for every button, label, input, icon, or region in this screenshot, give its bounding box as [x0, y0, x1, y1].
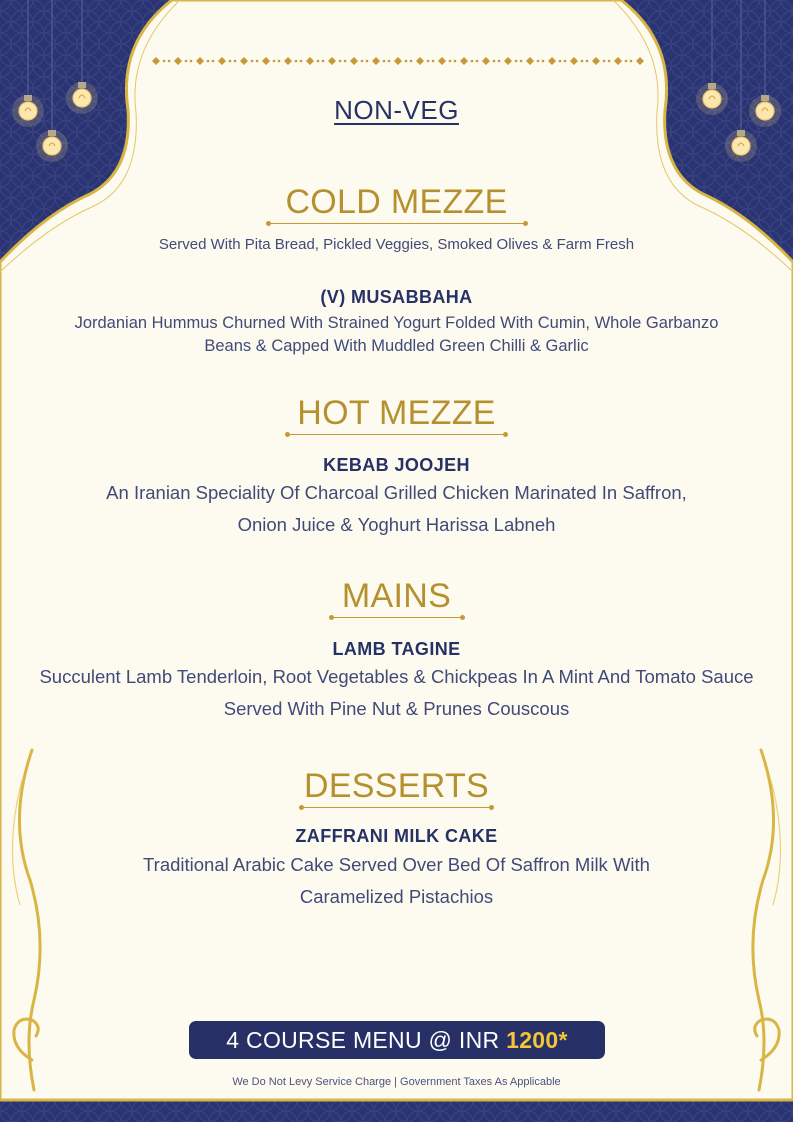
section-divider [329, 613, 465, 623]
hanging-bulb-icon [36, 130, 68, 162]
section-divider [299, 803, 494, 813]
ornament-dot [317, 60, 320, 63]
ornament-dot [405, 60, 408, 63]
dish-description-line: Beans & Capped With Muddled Green Chilli & Garlic [204, 337, 589, 355]
ornament-dot [256, 60, 259, 63]
ornament-dot [295, 60, 298, 63]
ornament-dot [300, 60, 303, 63]
ornament-dot [273, 60, 276, 63]
dish-name: ZAFFRANI MILK CAKE [295, 826, 498, 846]
price-label: 4 COURSE MENU @ INR [226, 1027, 500, 1053]
ornament-dot [581, 60, 584, 63]
section-title-cold-mezze: COLD MEZZE [285, 183, 508, 221]
footer-note: We Do Not Levy Service Charge | Government Taxes As Applicable [232, 1076, 561, 1088]
ornament-dot [163, 60, 166, 63]
ornament-dot [361, 60, 364, 63]
ornament-dot [251, 60, 254, 63]
ornament-dot [278, 60, 281, 63]
dish-description-line: Caramelized Pistachios [299, 886, 494, 907]
ornament-dot [498, 60, 501, 63]
section-divider [266, 219, 528, 229]
menu-category-heading: NON-VEG [334, 95, 459, 125]
ornament-dot [559, 60, 562, 63]
ornament-dot [493, 60, 496, 63]
dish-description-line: An Iranian Speciality Of Charcoal Grilled Chicken Marinated In Saffron, [106, 482, 687, 503]
section-divider [285, 430, 508, 440]
ornament-dot [625, 60, 628, 63]
ornament-dot [185, 60, 188, 63]
price-value: 1200* [506, 1027, 568, 1053]
ornament-dot [207, 60, 210, 63]
section-subtitle: Served With Pita Bread, Pickled Veggies, Smoked Olives & Farm Fresh [158, 236, 635, 253]
ornament-dot [630, 60, 633, 63]
ornament-dot [515, 60, 518, 63]
ornament-dot [388, 60, 391, 63]
ornament-dot [410, 60, 413, 63]
ornament-dot [564, 60, 567, 63]
ornament-dot [234, 60, 237, 63]
dish-name: KEBAB JOOJEH [323, 455, 470, 475]
ornament-dot [212, 60, 215, 63]
dish-description-line: Jordanian Hummus Churned With Strained Yogurt Folded With Cumin, Whole Garbanzo [74, 314, 719, 332]
ornament-dot [383, 60, 386, 63]
ornament-dot [427, 60, 430, 63]
dish-description-line: Traditional Arabic Cake Served Over Bed Of Saffron Milk With [143, 854, 650, 875]
ornament-dot [339, 60, 342, 63]
ornament-dot [586, 60, 589, 63]
ornament-dot [520, 60, 523, 63]
ornament-dot [190, 60, 193, 63]
dish-name: (V) MUSABBAHA [320, 287, 473, 307]
section-title-desserts: DESSERTS [303, 767, 490, 805]
ornament-dot [168, 60, 171, 63]
ornament-dot [471, 60, 474, 63]
ornament-dot [608, 60, 611, 63]
ornament-dot [229, 60, 232, 63]
ornament-dot [476, 60, 479, 63]
dish-name: LAMB TAGINE [332, 639, 461, 659]
dish-description-line: Succulent Lamb Tenderloin, Root Vegetables & Chickpeas In A Mint And Tomato Sauce [39, 666, 754, 687]
ornament-dot [432, 60, 435, 63]
section-title-mains: MAINS [341, 577, 452, 615]
ornament-dot [344, 60, 347, 63]
hanging-bulb-icon [725, 130, 757, 162]
dish-description-line: Served With Pine Nut & Prunes Couscous [223, 698, 570, 719]
ornament-dot [366, 60, 369, 63]
ornament-dot [454, 60, 457, 63]
ornament-dot [449, 60, 452, 63]
price-banner [189, 1021, 605, 1059]
ornament-dot [537, 60, 540, 63]
ornament-dot [603, 60, 606, 63]
dish-description-line: Onion Juice & Yoghurt Harissa Labneh [237, 514, 556, 535]
ornament-dot [322, 60, 325, 63]
section-title-hot-mezze: HOT MEZZE [297, 394, 496, 432]
ornament-dot [542, 60, 545, 63]
